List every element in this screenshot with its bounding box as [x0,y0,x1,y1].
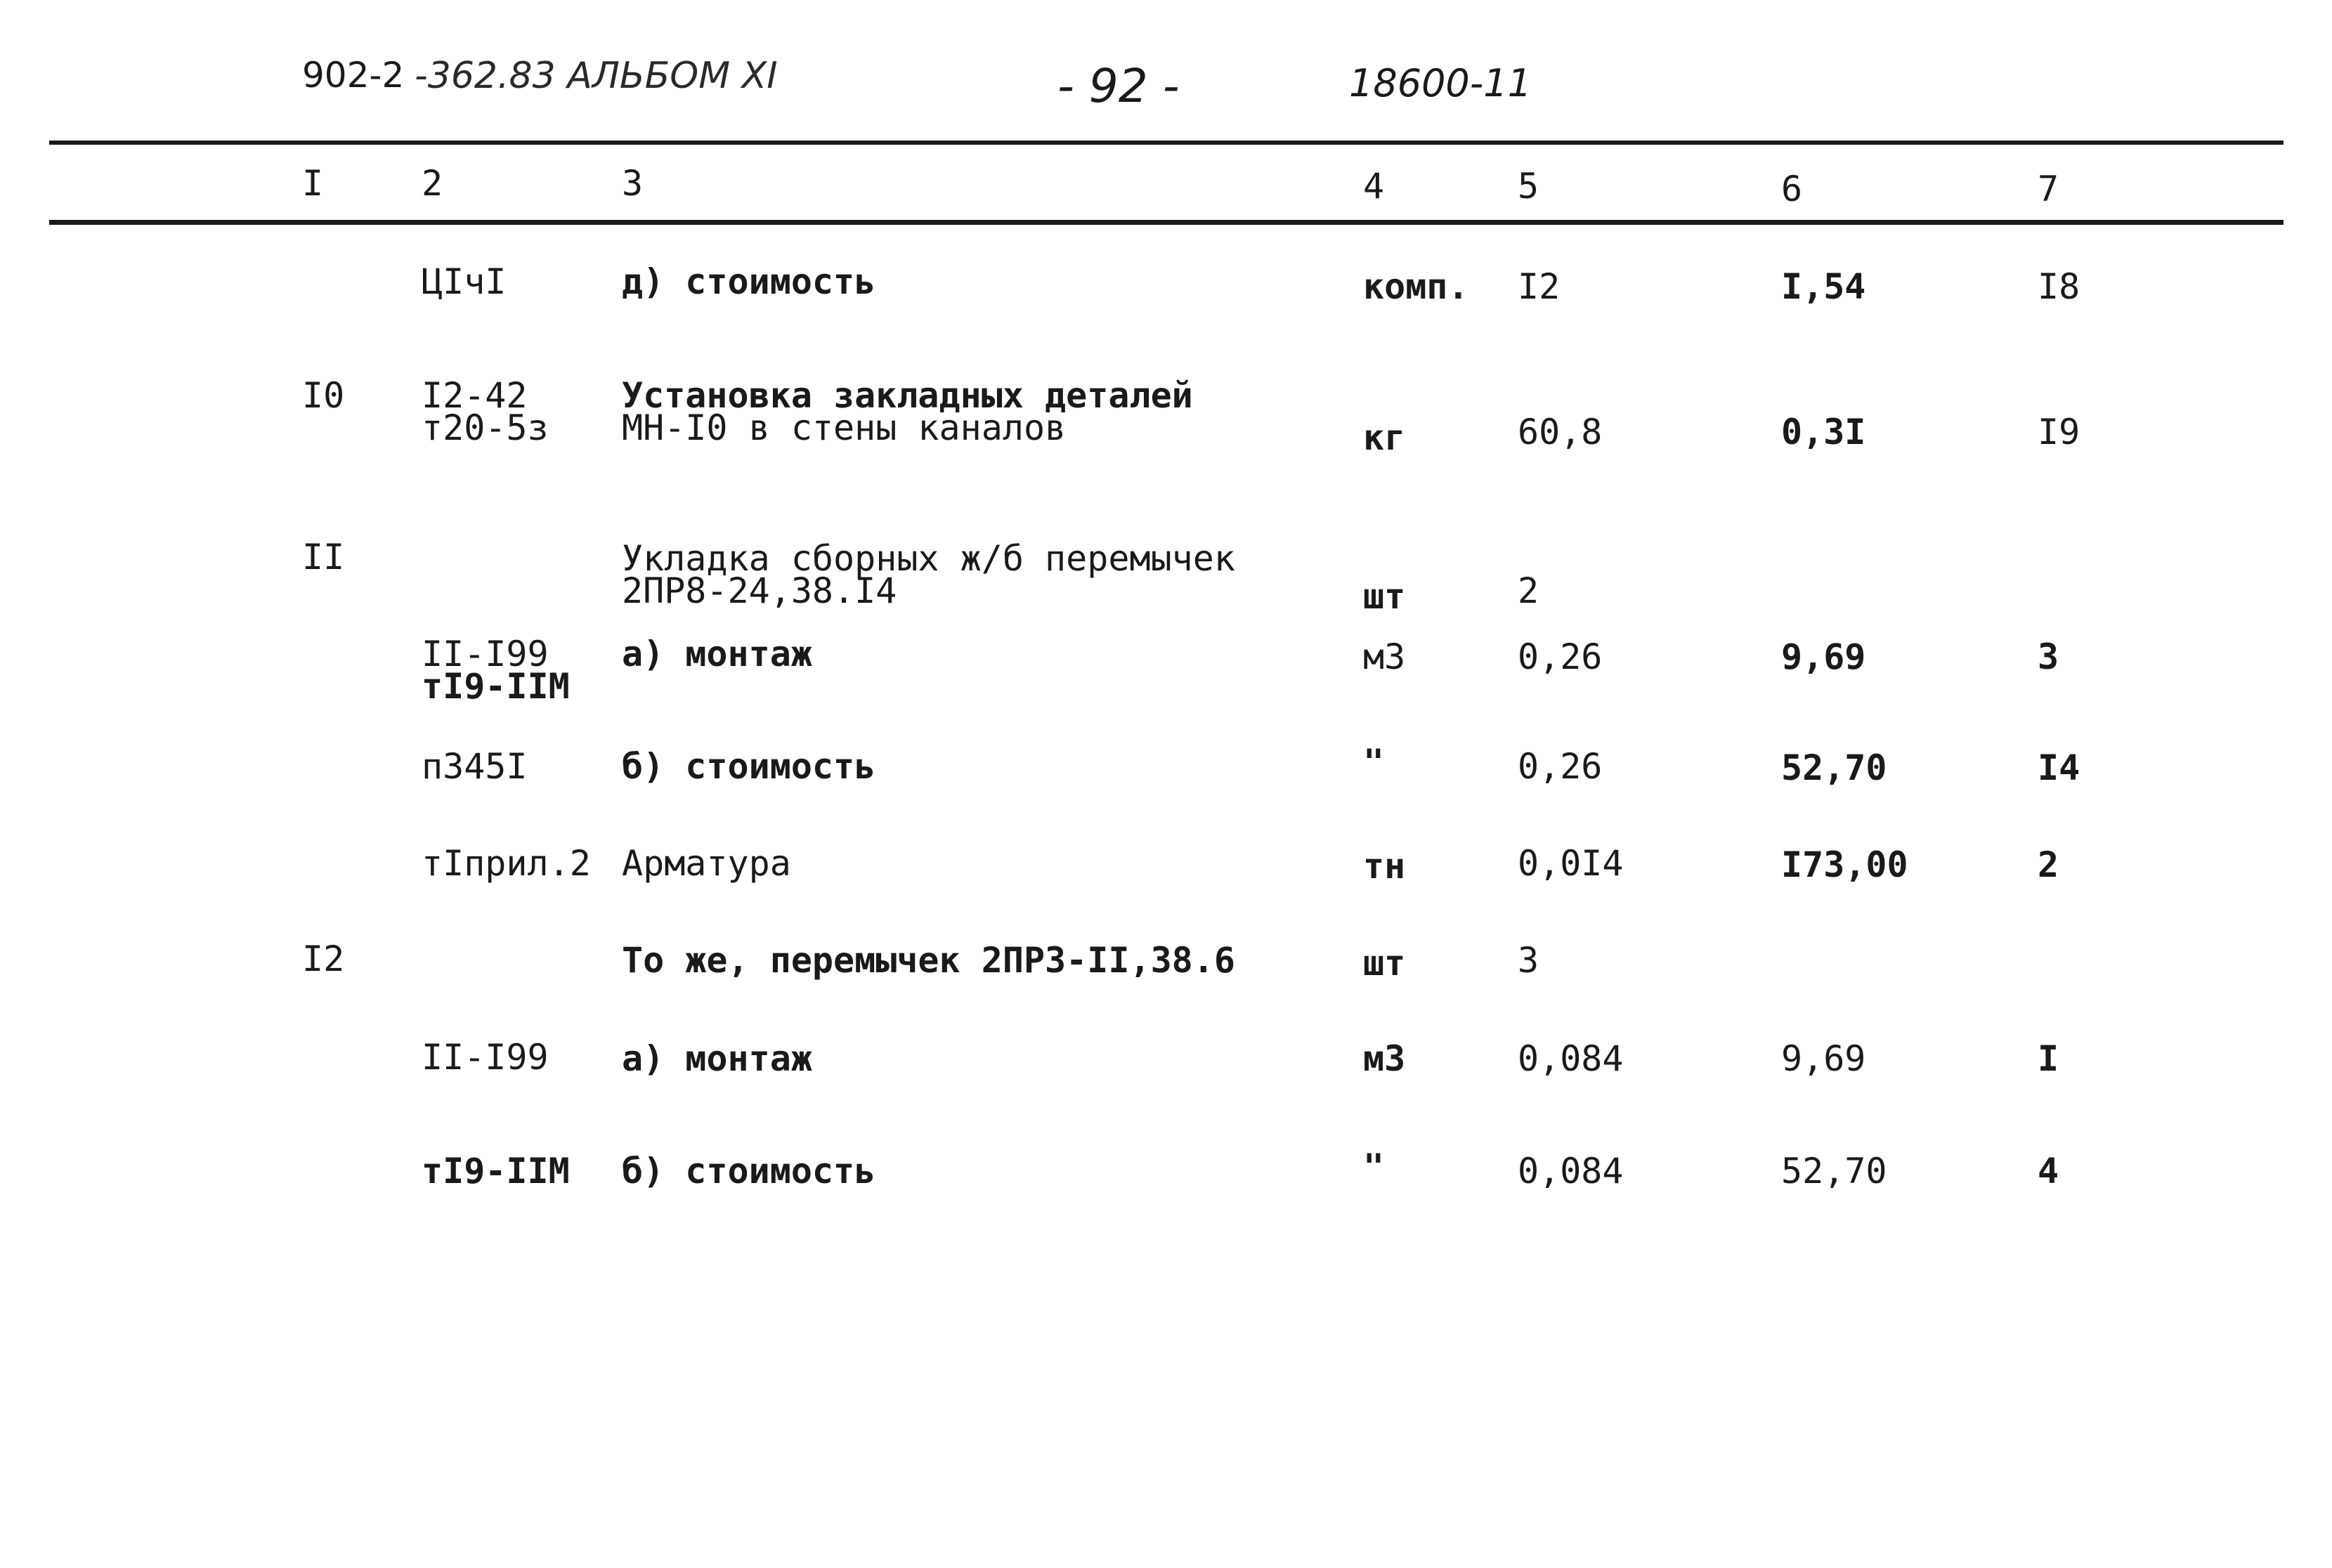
column-header-1: I [302,163,324,204]
row-description: а) монтаж [622,634,812,674]
document-number: 18600-11 [1349,61,1532,105]
row-description: д) стоимость [622,261,876,302]
row-code: II-I99 [422,634,549,674]
row-total: I [2038,1038,2059,1079]
row-unit: кг [1363,417,1406,458]
header-bottom-rule [49,220,2284,225]
row-code: тIприл.2 [422,843,591,884]
row-description: Укладка сборных ж/б перемычек [622,538,1235,579]
row-price: I73,00 [1781,844,1908,885]
page-number: - 92 - [1057,59,1180,113]
row-description: То же, перемычек 2ПР3-II,38.6 [622,940,1235,981]
row-total: I9 [2038,412,2080,452]
row-description: а) монтаж [622,1038,812,1079]
row-total: 3 [2038,636,2059,677]
row-price: I,54 [1781,266,1866,307]
column-header-3: 3 [622,163,644,204]
doc-code: 902-2 [302,55,405,96]
row-price: 52,70 [1781,1151,1887,1191]
row-number: II [302,537,345,577]
column-header-2: 2 [422,163,443,204]
row-number: I2 [302,939,345,979]
row-total: 4 [2038,1151,2059,1191]
row-quantity: 60,8 [1518,412,1603,452]
row-quantity: I2 [1518,266,1561,307]
row-quantity: 0,084 [1518,1038,1624,1079]
row-price: 52,70 [1781,747,1887,788]
column-header-7: 7 [2038,169,2059,209]
column-header-6: 6 [1781,169,1803,209]
column-header-4: 4 [1363,166,1385,207]
row-code-line-2: тI9-IIМ [422,666,570,707]
row-total: I4 [2038,747,2080,788]
row-unit: м3 [1363,1038,1406,1079]
row-description-line-2: 2ПР8-24,38.I4 [622,570,897,611]
row-quantity: 0,0I4 [1518,843,1624,884]
row-description: Арматура [622,843,791,884]
row-quantity: 3 [1518,940,1539,981]
row-code: II-I99 [422,1037,549,1078]
row-code: I2-42 [422,375,528,416]
row-code: ЦIчI [422,261,507,302]
row-unit: шт [1363,943,1406,984]
row-description: б) стоимость [622,1151,876,1191]
row-description: Установка закладных деталей [622,375,1193,416]
row-description-line-2: МН-I0 в стены каналов [622,407,1067,448]
row-quantity: 0,26 [1518,746,1603,787]
row-code: тI9-IIМ [422,1151,570,1191]
row-number: I0 [302,375,345,416]
row-price: 9,69 [1781,636,1866,677]
row-code: п345I [422,746,528,787]
row-total: I8 [2038,266,2080,307]
row-price: 0,3I [1781,412,1866,452]
row-quantity: 0,084 [1518,1151,1624,1191]
row-unit: м3 [1363,636,1406,677]
row-code-line-2: т20-5з [422,407,549,448]
row-quantity: 2 [1518,570,1539,611]
row-description: б) стоимость [622,746,876,787]
header-top-rule [49,141,2284,145]
row-unit: комп. [1363,266,1469,307]
row-unit: " [1363,1146,1385,1187]
row-unit: " [1363,742,1385,783]
row-quantity: 0,26 [1518,636,1603,677]
handwritten-reference: -362.83 АЛЬБОМ XI [415,55,778,97]
row-total: 2 [2038,844,2059,885]
column-header-5: 5 [1518,166,1539,207]
row-unit: шт [1363,576,1406,617]
row-price: 9,69 [1781,1038,1866,1079]
row-unit: тн [1363,846,1406,887]
